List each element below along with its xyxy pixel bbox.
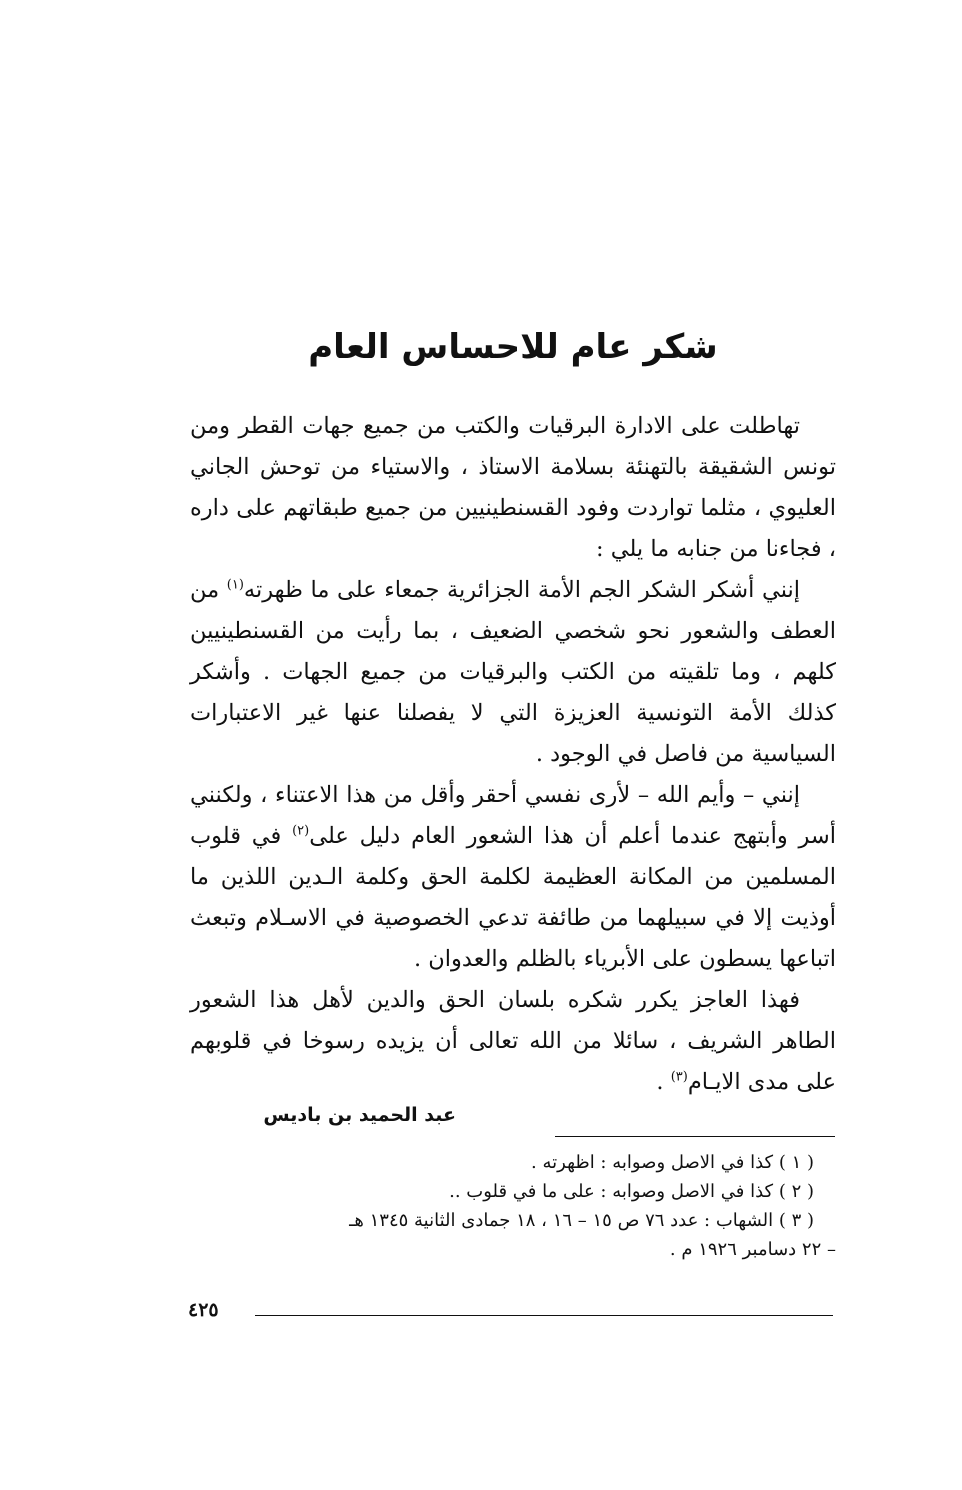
paragraph-closing (190, 980, 836, 1103)
paragraph-humility (190, 775, 836, 980)
footnotes (190, 1148, 836, 1264)
footnote-ref-3: (٣) (670, 1069, 688, 1085)
footnote-divider (555, 1136, 835, 1137)
footnote-3: ( ٣ ) الشهاب : عدد ٧٦ ص ١٥ – ١٦ ، ١٨ جمادى الثانية ١٣٤٥ هـ (349, 1210, 814, 1231)
paragraph-closing-part2: . (656, 1069, 671, 1095)
paragraph-thanks (190, 570, 836, 775)
paragraph-thanks-part1: إنني أشكر الشكر الجم الأمة الجزائرية جمعاء على ما ظهرته (243, 577, 800, 603)
page-number: ٤٢٥ (188, 1299, 219, 1321)
page-title: شكر عام للاحساس العام (308, 327, 718, 367)
footnote-3-continuation: – ٢٢ دسامبر ١٩٢٦ م . (669, 1239, 836, 1260)
paragraph-intro: تهاطلت على الادارة البرقيات والكتب من جميع جهات القطر ومن تونس الشقيقة بالتهنئة بسلامة الاستاذ ، والاستياء من توحش الجاني العليوي ، مثلما تواردت وفود القسنطينيين من جميع طبقاتهم على داره ، فجاءنا من جنابه ما يلي : (190, 413, 836, 562)
paragraph-humility-part2: في قلوب المسلمين من المكانة العظيمة لكلمة الحق وكلمة الـدين اللذين ما أوذيت إلا في سبيلهما من طائفة تدعي الخصوصية في الاسـلام وتبعث اتباعها يسطون على الأبرياء بالظلم والعدوان . (190, 823, 836, 972)
article-body (190, 406, 836, 1103)
footnote-ref-2: (٢) (292, 823, 310, 839)
paragraph-thanks-part2: من العطف والشعور نحو شخصي الضعيف ، بما رأيت من القسنطينيين كلهم ، وما تلقيته من الكتب والبرقيات من جميع الجهات . وأشكر كذلك الأمة التونسية العزيزة التي لا يفصلنا عنها غير الاعتبارات السياسية من فاصل في الوجود . (190, 577, 836, 767)
paragraph-closing-part1: فهذا العاجز يكرر شكره بلسان الحق والدين لأهل هذا الشعور الطاهر الشريف ، سائلا من الله تعالى أن يزيده رسوخا في قلوبهم على مدى الايـام (190, 987, 836, 1095)
author-signature: عبد الحميد بن باديس (263, 1104, 456, 1126)
footnote-ref-1: (١) (226, 577, 244, 593)
paragraph-humility-part1: إنني – وأيم الله – لأرى نفسي أحقر وأقل من هذا الاعتناء ، ولكنني أسر وأبتهج عندما أعلم أن هذا الشعور العام دليل على (190, 782, 836, 849)
footnote-2: ( ٢ ) كذا في الاصل وصوابه : على ما في قلوب .. (449, 1181, 814, 1202)
page-footer-rule (255, 1315, 833, 1316)
footnote-1: ( ١ ) كذا في الاصل وصوابه : اظهرته . (531, 1152, 814, 1173)
